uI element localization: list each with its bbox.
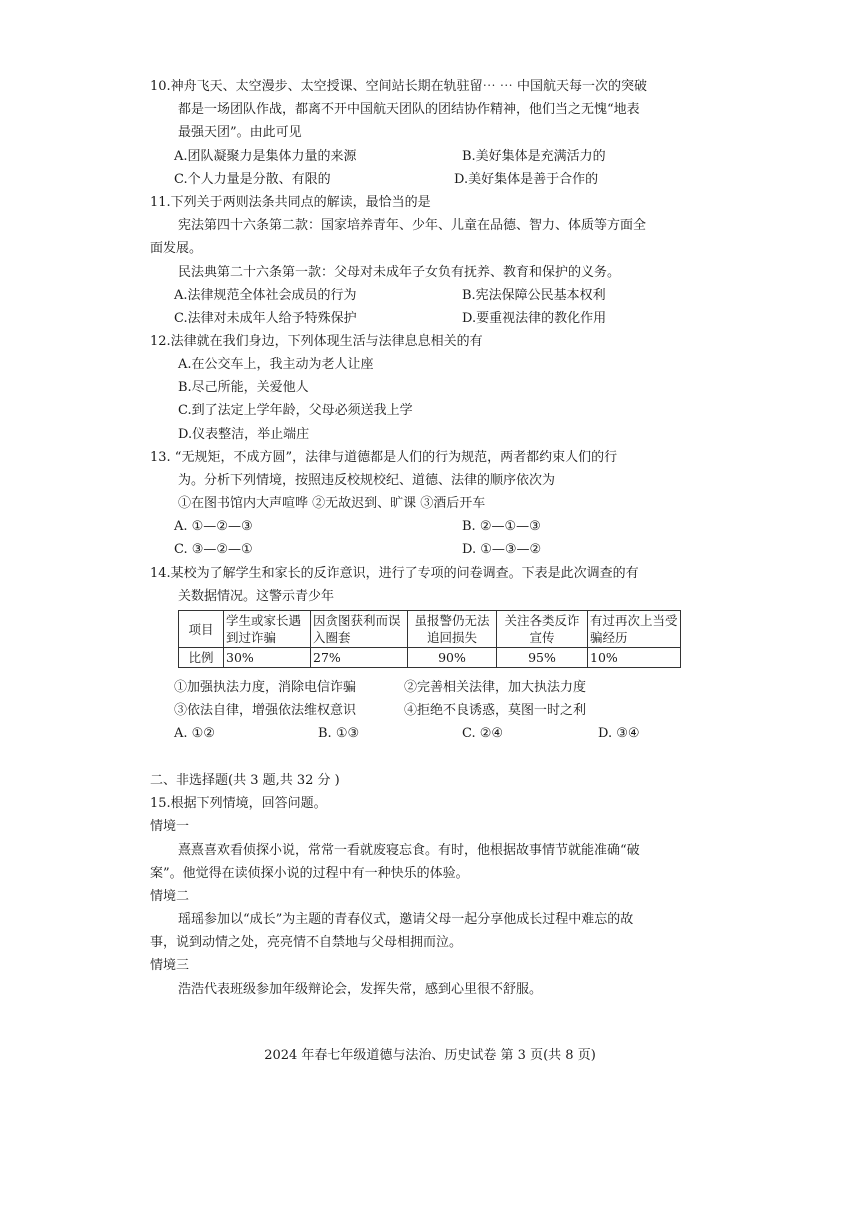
survey-table — [178, 610, 681, 668]
table-row — [179, 648, 681, 668]
q14-statement-2: ②完善相关法律，加大执法力度 — [404, 680, 587, 695]
q13-option-b: B. ②—①—③ — [462, 519, 541, 534]
q11-law-line3: 民法典第二十六条第一款：父母对未成年子女负有抚养、教育和保护的义务。 — [178, 265, 621, 280]
q11-law-line1: 宪法第四十六条第二款：国家培养青年、少年、儿童在品德、智力、体质等方面全 — [178, 218, 647, 233]
q12-option-a: A.在公交车上，我主动为老人让座 — [178, 357, 374, 372]
table-header-cell: 因贪图获利而误入圈套 — [311, 611, 408, 648]
q10-stem-line3: 最强天团”。由此可见 — [178, 125, 302, 140]
section2-heading: 二、非选择题(共 3 题,共 32 分 ) — [150, 773, 340, 788]
q14-stem-line1: 14.某校为了解学生和家长的反诈意识，进行了专项的问卷调查。下表是此次调查的有 — [150, 566, 639, 581]
table-cell: 10% — [588, 648, 681, 668]
q10-stem-line2: 都是一场团队作战，都离不开中国航天团队的团结协作精神，他们当之无愧“地表 — [178, 102, 640, 117]
q13-scenarios: ①在图书馆内大声喧哗 ②无故迟到、旷课 ③酒后开车 — [178, 496, 486, 511]
q12-option-c: C.到了法定上学年龄，父母必须送我上学 — [178, 403, 413, 418]
q11-option-a: A.法律规范全体社会成员的行为 — [174, 288, 357, 303]
scenario3-title: 情境三 — [150, 958, 190, 973]
q12-option-b: B.尽己所能，关爱他人 — [178, 380, 309, 395]
table-header-cell: 学生或家长遇到过诈骗 — [224, 611, 311, 648]
q14-option-c: C. ②④ — [462, 726, 504, 741]
q11-stem-line1: 11.下列关于两则法条共同点的解读，最恰当的是 — [150, 195, 431, 210]
table-header-cell: 有过再次上当受骗经历 — [588, 611, 681, 648]
q14-statement-3: ③依法自律，增强依法维权意识 — [174, 703, 357, 718]
q13-option-c: C. ③—②—① — [174, 542, 253, 557]
q11-option-d: D.要重视法律的教化作用 — [462, 311, 607, 326]
scenario3-line1: 浩浩代表班级参加年级辩论会，发挥失常，感到心里很不舒服。 — [178, 982, 543, 997]
scenario2-title: 情境二 — [150, 889, 190, 904]
q13-stem-line2: 为。分析下列情境，按照违反校规校纪、道德、法律的顺序依次为 — [178, 473, 556, 488]
table-cell: 30% — [224, 648, 311, 668]
scenario1-line2: 案”。他觉得在读侦探小说的过程中有一种快乐的体验。 — [150, 866, 469, 881]
q13-option-a: A. ①—②—③ — [174, 519, 253, 534]
table-header-cell: 关注各类反诈宣传 — [497, 611, 588, 648]
table-header-cell: 虽报警仍无法追回损失 — [408, 611, 497, 648]
q12-stem: 12.法律就在我们身边，下列体现生活与法律息息相关的有 — [150, 334, 483, 349]
q12-option-d: D.仪表整洁，举止端庄 — [178, 427, 310, 442]
q11-option-c: C.法律对未成年人给予特殊保护 — [174, 311, 357, 326]
q10-stem-line1: 10.神舟飞天、太空漫步、太空授课、空间站长期在轨驻留⋯ ⋯ 中国航天每一次的突破 — [150, 79, 647, 94]
table-cell: 95% — [497, 648, 588, 668]
scenario2-line1: 瑶瑶参加以“成长”为主题的青春仪式，邀请父母一起分享他成长过程中难忘的故 — [178, 912, 634, 927]
q15-stem: 15.根据下列情境，回答问题。 — [150, 796, 327, 811]
q10-option-a: A.团队凝聚力是集体力量的来源 — [174, 149, 357, 164]
q14-option-b: B. ①③ — [318, 726, 360, 741]
scenario1-line1: 熹熹喜欢看侦探小说，常常一看就废寝忘食。有时，他根据故事情节就能准确“破 — [178, 843, 640, 858]
scenario1-title: 情境一 — [150, 819, 190, 834]
q11-option-b: B.宪法保障公民基本权利 — [462, 288, 606, 303]
q14-statement-1: ①加强执法力度，消除电信诈骗 — [174, 680, 357, 695]
table-header-cell: 项目 — [179, 611, 224, 648]
q14-stem-line2: 关数据情况。这警示青少年 — [178, 589, 335, 604]
q14-option-d: D. ③④ — [598, 726, 640, 741]
q10-option-c: C.个人力量是分散、有限的 — [174, 172, 331, 187]
table-cell: 比例 — [179, 648, 224, 668]
scenario2-line2: 事，说到动情之处，亮亮情不自禁地与父母相拥而泣。 — [150, 935, 463, 950]
table-cell: 27% — [311, 648, 408, 668]
q14-statement-4: ④拒绝不良诱惑，莫图一时之利 — [404, 703, 587, 718]
table-header-row — [179, 611, 681, 648]
page-footer: 2024 年春七年级道德与法治、历史试卷 第 3 页(共 8 页) — [264, 1048, 596, 1063]
q13-stem-line1: 13. “无规矩，不成方圆”，法律与道德都是人们的行为规范，两者都约束人们的行 — [150, 450, 618, 465]
q11-law-line2: 面发展。 — [150, 241, 203, 256]
q10-option-d: D.美好集体是善于合作的 — [454, 172, 599, 187]
q14-option-a: A. ①② — [174, 726, 215, 741]
q13-option-d: D. ①—③—② — [462, 542, 542, 557]
q10-option-b: B.美好集体是充满活力的 — [462, 149, 606, 164]
table-cell: 90% — [408, 648, 497, 668]
